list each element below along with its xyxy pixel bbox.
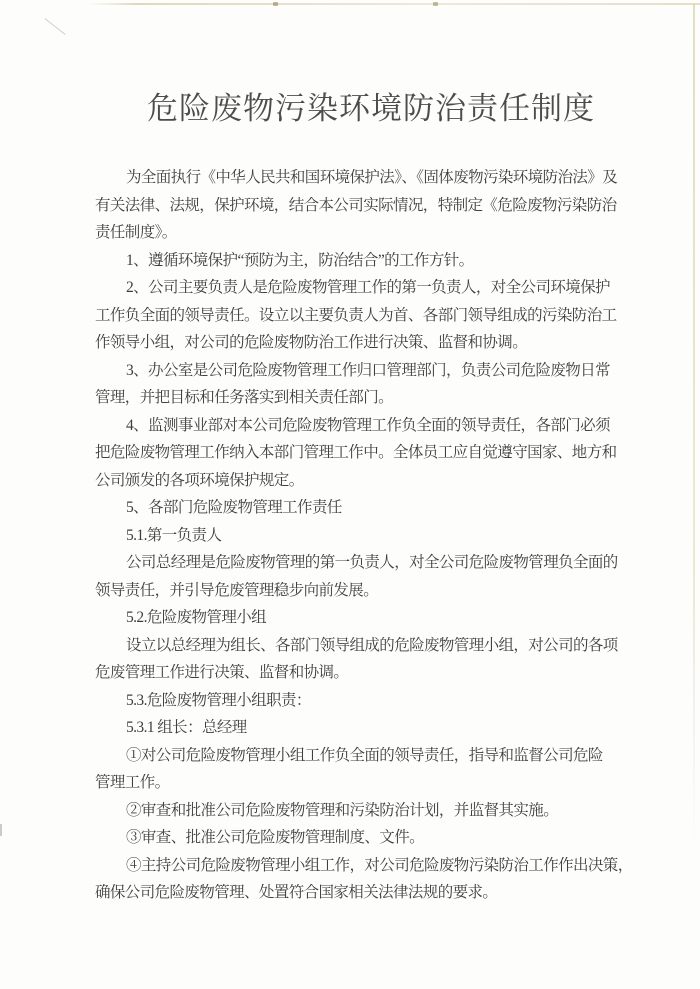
scan-artifact-scratch [44, 18, 65, 35]
document-lines [95, 164, 635, 907]
document-line: 4、监测事业部对本公司危险废物管理工作负全面的领导责任，各部门必须 [126, 416, 610, 434]
scan-artifact-right-edge [693, 4, 695, 849]
scan-artifact-speck [433, 2, 438, 6]
document-line: 管理，并把目标和任务落实到相关责任部门。 [95, 389, 394, 406]
document-line: 设立以总经理为组长、各部门领导组成的危险废物管理小组，对公司的各项 [126, 636, 618, 654]
document-line: 5.3.1 组长：总经理 [126, 719, 247, 736]
document-line: 确保公司危险废物管理、处置符合国家相关法律法规的要求。 [95, 884, 498, 901]
scan-artifact-speck [273, 2, 278, 6]
document-line: 责任制度》。 [95, 224, 177, 241]
document-line: 5、各部门危险废物管理工作责任 [126, 499, 342, 516]
document-line: ④主持公司危险废物管理小组工作，对公司危险废物污染防治工作作出决策， [126, 856, 633, 874]
document-line: 把危险废物管理工作纳入本部门管理工作中。全体员工应自觉遵守国家、地方和 [95, 444, 617, 461]
document-title: 危险废物污染环境防治责任制度 [147, 91, 595, 126]
document-line: 3、办公室是公司危险废物管理工作归口管理部门，负责公司危险废物日常 [126, 361, 610, 379]
document-line: 危废管理工作进行决策、监督和协调。 [95, 664, 349, 681]
document-line: 领导责任，并引导危废管理稳步向前发展。 [95, 581, 379, 599]
document-line: ①对公司危险废物管理小组工作负全面的领导责任，指导和监督公司危险 [126, 746, 603, 764]
scan-artifact-left-mark [0, 824, 2, 836]
document-line: 5.3.危险废物管理小组职责： [126, 691, 311, 709]
document-line: 为全面执行《中华人民共和国环境保护法》、《固体废物污染环境防治法》及 [126, 169, 618, 186]
document-line: 有关法律、法规，保护环境，结合本公司实际情况，特制定《危险废物污染防治 [95, 196, 617, 214]
document-line: 公司总经理是危险废物管理的第一负责人，对全公司危险废物管理负全面的 [126, 554, 618, 571]
document-line: 作领导小组，对公司的危险废物防治工作进行决策、监督和协调。 [95, 334, 528, 351]
document-line: 5.2.危险废物管理小组 [126, 609, 267, 626]
document-line: 公司颁发的各项环境保护规定。 [95, 471, 304, 489]
document-line: 管理工作。 [95, 774, 170, 791]
document-line: ②审查和批准公司危险废物管理和污染防治计划，并监督其实施。 [126, 801, 559, 819]
document-line: 2、公司主要负责人是危险废物管理工作的第一负责人，对全公司环境保护 [126, 279, 610, 296]
document-line: 工作负全面的领导责任。设立以主要负责人为首、各部门领导组成的污染防治工 [95, 306, 617, 324]
document-line: 5.1.第一负责人 [126, 526, 222, 544]
document-line: ③审查、批准公司危险废物管理制度、文件。 [126, 829, 425, 846]
scan-artifact-top-edge [88, 3, 700, 5]
document-line: 1、遵循环境保护“预防为主，防治结合”的工作方针。 [126, 251, 474, 269]
